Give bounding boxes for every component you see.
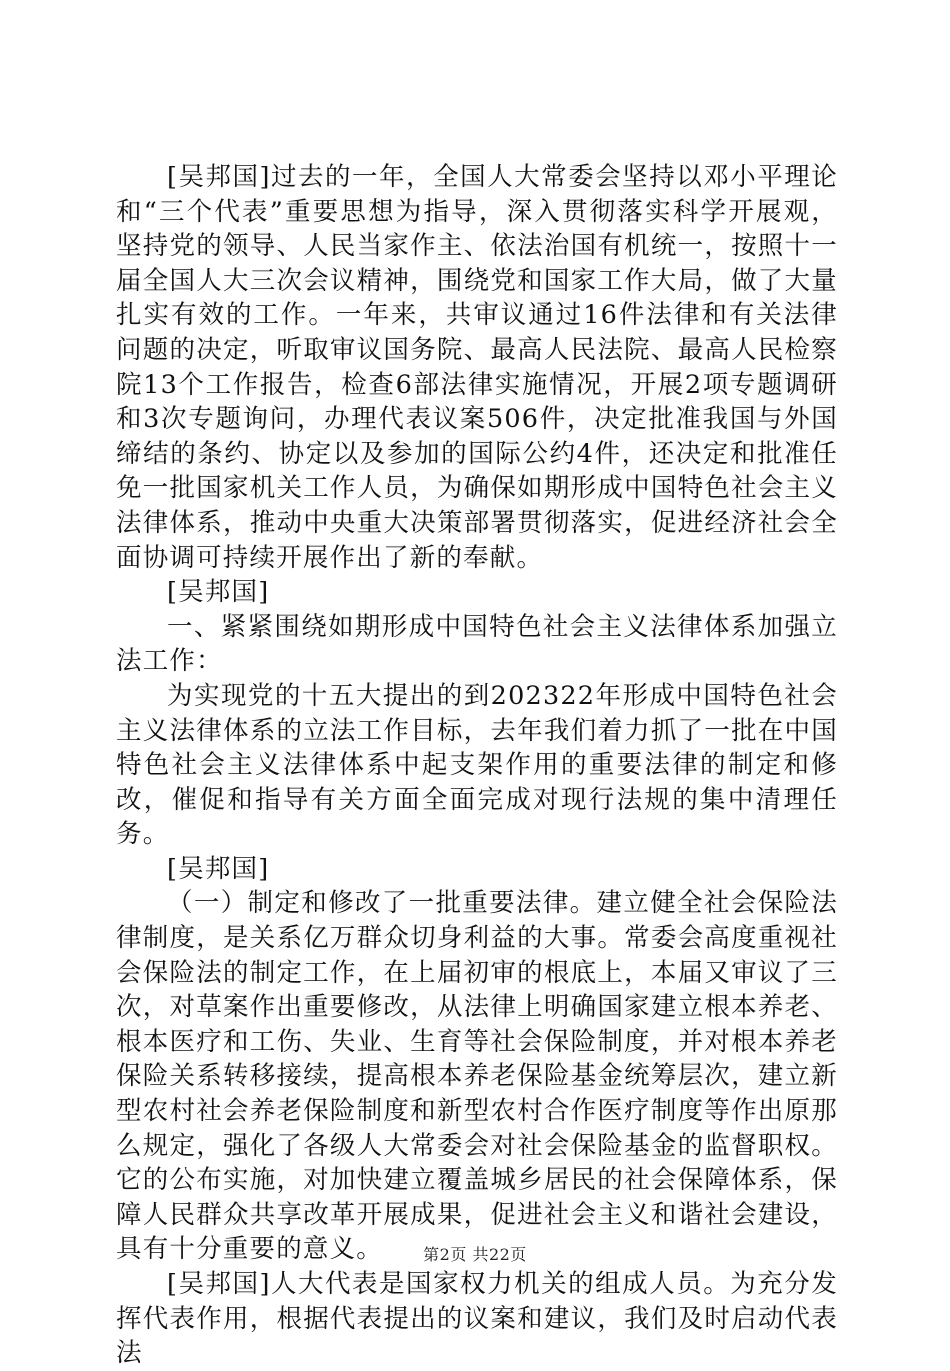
paragraph-annual-review: [吴邦国]过去的一年，全国人大常委会坚持以邓小平理论和“三个代表”重要思想为指导，深入贯彻落实科学开展观，坚持党的领导、人民当家作主、依法治国有机统一，按照十一届全国人大三次会议精神，围绕党和国家工作大局，做了大量扎实有效的工作。一年来，共审议通过16件法律和有关法律问题的决定，听取审议国务院、最高人民法院、最高人民检察院13个工作报告，检查6部法律实施情况，开展2项专题调研和3次专题询问，办理代表议案506件，决定批准我国与外国缔结的条约、协定以及参加的国际公约4件，还决定和批准任免一批国家机关工作人员，为确保如期形成中国特色社会主义法律体系，推动中央重大决策部署贯彻落实，促进经济社会全面协调可持续开展作出了新的奉献。 — [116, 162, 838, 573]
page-number-footer: 第2页 共22页 — [423, 1245, 527, 1264]
speaker-tag: [吴邦国] — [167, 853, 270, 884]
document-body — [116, 160, 838, 1371]
paragraph-legislative-goal: 为实现党的十五大提出的到202322年形成中国特色社会主义法律体系的立法工作目标，去年我们着力抓了一批在中国特色社会主义法律体系中起支架作用的重要法律的制定和修改，催促和指导有关方面全面完成对现行法规的集中清理任务。 — [116, 680, 838, 850]
paragraph-deputies: [吴邦国]人大代表是国家权力机关的组成人员。为充分发挥代表作用，根据代表提出的议案和建议，我们及时启动代表法 — [116, 1269, 838, 1369]
paragraph-social-insurance: （一）制定和修改了一批重要法律。建立健全社会保险法律制度，是关系亿万群众切身利益的大事。常委会高度重视社会保险法的制定工作，在上届初审的根底上，本届又审议了三次，对草案作出重要修改，从法律上明确国家建立根本养老、根本医疗和工伤、失业、生育等社会保险制度，并对根本养老保险关系转移接续，提高根本养老保险基金统筹层次，建立新型农村社会养老保险制度和新型农村合作医疗制度等作出原那么规定，强化了各级人大常委会对社会保险基金的监督职权。它的公布实施，对加快建立覆盖城乡居民的社会保障体系，保障人民群众共享改革开展成果，促进社会主义和谐社会建设，具有十分重要的意义。 — [116, 888, 838, 1265]
section-heading-legislation: 一、紧紧围绕如期形成中国特色社会主义法律体系加强立法工作： — [116, 611, 838, 677]
speaker-tag: [吴邦国] — [167, 577, 270, 608]
